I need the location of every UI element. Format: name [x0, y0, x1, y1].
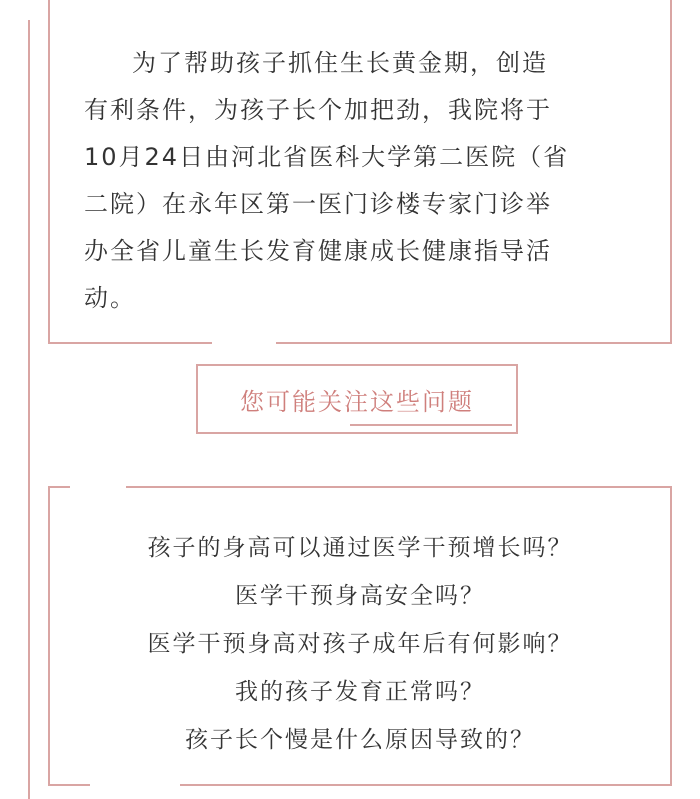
intro-line: 动。	[84, 284, 136, 312]
section-title-underline	[350, 424, 512, 426]
question-item: 医学干预身高安全吗？	[235, 583, 485, 609]
question-item: 孩子的身高可以通过医学干预增长吗？	[147, 535, 573, 561]
question-item: 医学干预身高对孩子成年后有何影响？	[147, 631, 573, 657]
intro-line: 二院）在永年区第一医门诊楼专家门诊举	[84, 190, 552, 218]
intro-line: 10月24日由河北省医科大学第二医院（省	[84, 143, 570, 171]
questions-box-gap	[70, 480, 126, 492]
question-item: 孩子长个慢是什么原因导致的？	[185, 727, 535, 753]
left-frame-gap	[26, 0, 32, 20]
intro-line: 有利条件，为孩子长个加把劲，我院将于	[84, 96, 552, 124]
question-item: 我的孩子发育正常吗？	[235, 679, 485, 705]
questions-box-bottom-gap	[90, 780, 180, 792]
intro-line: 办全省儿童生长发育健康成长健康指导活	[84, 237, 552, 265]
left-frame-line	[28, 0, 30, 799]
intro-line: 为了帮助孩子抓住生长黄金期，创造	[132, 49, 548, 77]
section-title-box	[196, 364, 518, 434]
intro-box-gap	[212, 338, 276, 350]
intro-paragraph	[84, 40, 624, 322]
questions-list	[50, 524, 670, 764]
section-title: 您可能关注这些问题	[240, 388, 474, 416]
